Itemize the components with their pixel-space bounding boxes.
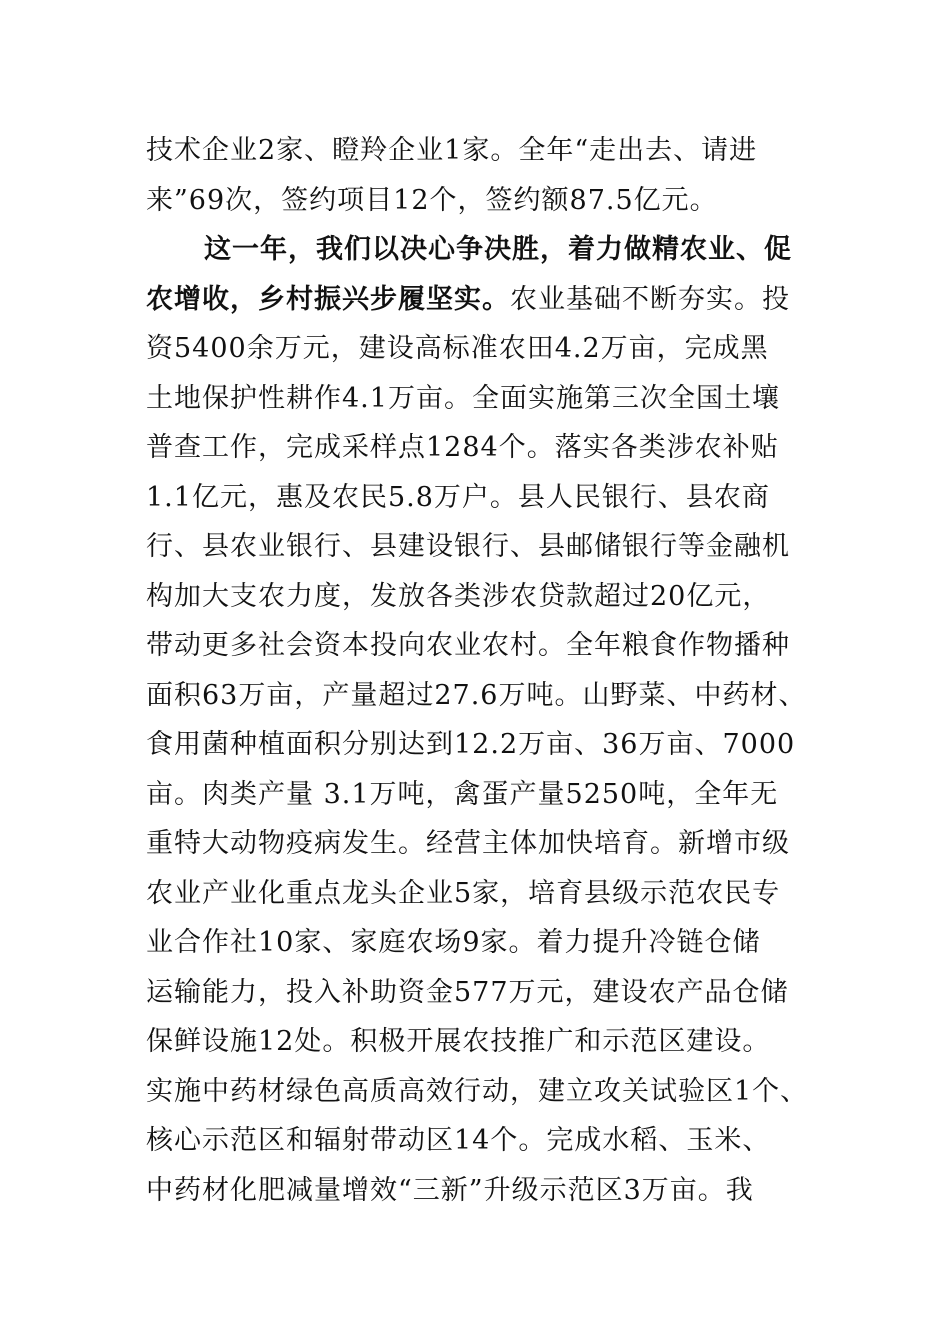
text-line [146,1017,826,1067]
text-segment: 业合作社10家、家庭农场9家。着力提升冷链仓储 [146,927,761,958]
text-segment: 技术企业2家、瞪羚企业1家。全年“走出去、请进 [146,135,758,166]
text-segment: 实施中药材绿色高质高效行动，建立攻关试验区1个、 [146,1075,809,1107]
text-segment: 保鲜设施12处。积极开展农技推广和示范区建设。 [146,1026,771,1057]
body-text [146,126,826,1215]
text-segment: 土地保护性耕作4.1万亩。全面实施第三次全国土壤 [146,382,780,414]
text-segment: 资5400余万元，建设高标准农田4.2万亩，完成黑 [146,333,769,364]
text-segment: 1.1亿元，惠及农民5.8万户。县人民银行、县农商 [146,481,770,513]
text-line [146,126,826,176]
text-line [146,918,826,968]
text-line [146,671,826,721]
text-segment: 核心示范区和辐射带动区14个。完成水稻、玉米、 [146,1125,771,1156]
bold-text-segment: 农增收，乡村振兴步履坚实。 [146,283,510,315]
text-segment: 中药材化肥减量增效“三新”升级示范区3万亩。我 [146,1174,754,1206]
text-line [146,720,826,770]
text-line [146,572,826,622]
text-line [146,176,826,226]
text-segment: 行、县农业银行、县建设银行、县邮储银行等金融机 [146,531,790,562]
text-segment: 运输能力，投入补助资金577万元，建设农产品仓储 [146,976,789,1008]
text-segment: 重特大动物疫病发生。经营主体加快培育。新增市级 [146,828,790,859]
text-segment: 农业产业化重点龙头企业5家，培育县级示范农民专 [146,877,781,909]
text-line [146,621,826,671]
text-segment: 亩。肉类产量 3.1万吨，禽蛋产量5250吨，全年无 [146,778,779,810]
text-line [146,423,826,473]
text-line [146,374,826,424]
text-segment: 来”69次，签约项目12个，签约额87.5亿元。 [146,184,718,216]
text-line [146,968,826,1018]
text-line [146,869,826,919]
text-segment: 食用菌种植面积分别达到12.2万亩、36万亩、7000 [146,729,796,760]
text-segment: 构加大支农力度，发放各类涉农贷款超过20亿元， [146,580,771,612]
text-line [146,522,826,572]
text-line [146,1166,826,1216]
text-line [146,770,826,820]
text-line [146,1116,826,1166]
text-line [146,275,826,325]
text-segment: 普查工作，完成采样点1284个。落实各类涉农补贴 [146,432,779,463]
text-line [146,324,826,374]
text-line [146,473,826,523]
text-segment: 面积63万亩，产量超过27.6万吨。山野菜、中药材、 [146,679,807,711]
text-line [146,225,826,275]
text-segment: 农业基础不断夯实。投 [510,283,790,315]
text-line [146,1067,826,1117]
bold-text-segment: 这一年，我们以决心争决胜，着力做精农业、促 [204,234,792,265]
text-segment: 带动更多社会资本投向农业农村。全年粮食作物播种 [146,630,790,661]
text-line [146,819,826,869]
